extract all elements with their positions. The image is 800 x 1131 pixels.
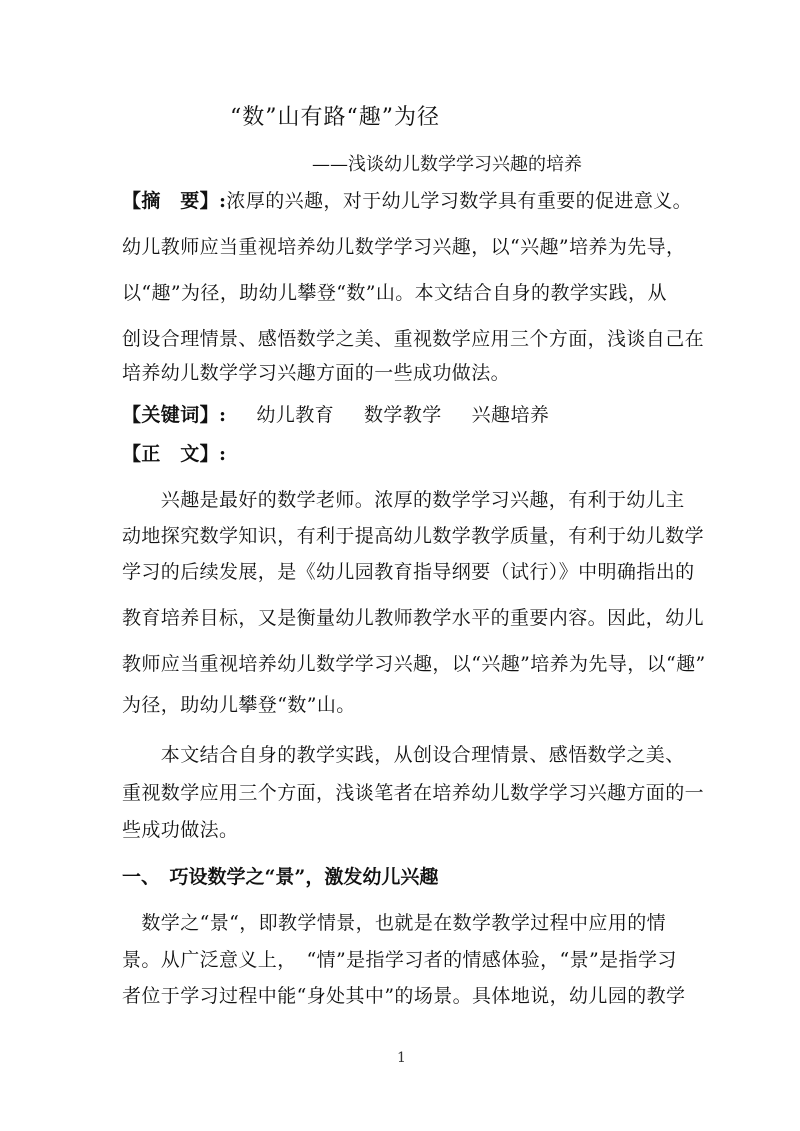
- paragraph1-line-6: 为径，助幼儿攀登“数”山。: [122, 694, 356, 716]
- paragraph3-line-3: 者位于学习过程中能“身处其中”的场景。具体地说，幼儿园的教学: [122, 985, 686, 1007]
- paragraph1-line-2: 动地探究数学知识，有利于提高幼儿数学教学质量，有利于幼儿数学: [122, 525, 705, 547]
- keywords-label: 【关键词】:: [122, 404, 227, 426]
- paragraph2-line-2: 重视数学应用三个方面，浅谈笔者在培养幼儿数学学习兴趣方面的一: [122, 782, 705, 804]
- page-number: 1: [397, 1050, 406, 1066]
- abstract-line-5: 培养幼儿数学学习兴趣方面的一些成功做法。: [122, 362, 511, 384]
- keyword-item: 兴趣培养: [471, 404, 550, 426]
- keyword-item: 数学教学: [364, 404, 442, 426]
- paragraph2-line-1: 本文结合自身的教学实践，从创设合理情景、感悟数学之美、: [122, 744, 685, 766]
- paragraph1-line-4: 教育培养目标，又是衡量幼儿教师教学水平的重要内容。因此，幼儿: [122, 607, 705, 629]
- abstract-text: 浓厚的兴趣，对于幼儿学习数学具有重要的促进意义。: [226, 190, 693, 212]
- paragraph1-line-3: 学习的后续发展，是《幼儿园教育指导纲要（试行）》中明确指出的: [122, 561, 695, 583]
- paragraph2-line-3: 些成功做法。: [122, 819, 239, 841]
- abstract-line-3: 以“趣”为径，助幼儿攀登“数”山。本文结合自身的教学实践，从: [122, 282, 667, 304]
- section-heading-1: 一、 巧设数学之“景”，激发幼儿兴趣: [122, 866, 439, 888]
- abstract-label: 【摘 要】:: [122, 190, 227, 212]
- paragraph1-line-5: 教师应当重视培养幼儿数学学习兴趣，以“兴趣”培养为先导，以“趣”: [122, 653, 706, 675]
- paragraph3-line-1: 数学之“景“，即教学情景，也就是在数学教学过程中应用的情: [122, 912, 667, 934]
- document-subtitle: ——浅谈幼儿数学学习兴趣的培养: [312, 154, 582, 175]
- abstract-line-2: 幼儿教师应当重视培养幼儿数学学习兴趣，以“兴趣”培养为先导，: [122, 236, 686, 258]
- paragraph3-line-2: 景。从广泛意义上， “情”是指学习者的情感体验，“景”是指学习: [122, 949, 677, 971]
- document-title: “数”山有路“趣”为径: [230, 105, 440, 130]
- keyword-item: 幼儿教育: [256, 404, 335, 426]
- body-label: 【正 文】:: [122, 443, 227, 465]
- keywords-line: [122, 402, 682, 428]
- abstract-line-1: [122, 188, 693, 214]
- paragraph1-line-1: 兴趣是最好的数学老师。浓厚的数学学习兴趣，有利于幼儿主: [122, 489, 685, 511]
- abstract-line-4: 创设合理情景、感悟数学之美、重视数学应用三个方面，浅谈自己在: [122, 328, 705, 350]
